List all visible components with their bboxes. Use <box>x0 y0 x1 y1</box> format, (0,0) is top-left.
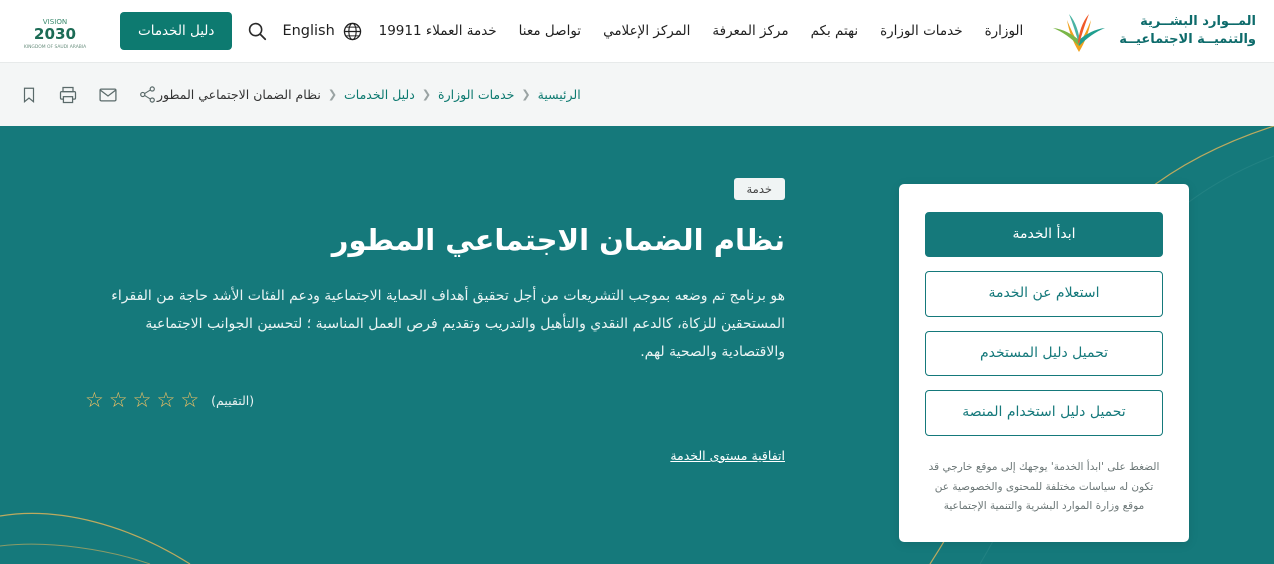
star-icon-1[interactable]: ☆ <box>180 387 200 412</box>
breadcrumb-item-current: نظام الضمان الاجتماعي المطور <box>157 87 321 102</box>
main-nav <box>379 23 1024 39</box>
breadcrumb-separator-icon: ❮ <box>521 88 531 101</box>
ministry-logo-text <box>1119 13 1256 48</box>
header-utilities <box>14 11 363 51</box>
nav-contact-us[interactable]: تواصل معنا <box>518 23 582 39</box>
external-link-notice: الضغط على 'ابدأ الخدمة' يوجهك إلى موقع خارجي قد تكون له سياسات مختلفة للمحتوى والخصوصية عن موقع وزارة الموارد البشرية والتنمية الإجتماعية <box>928 460 1160 513</box>
service-level-agreement-link[interactable]: اتفاقية مستوى الخدمة <box>670 447 785 463</box>
vision-2030-logo <box>14 11 96 51</box>
service-rating <box>85 387 785 412</box>
ministry-logo-line2: والتنميــة الاجتماعيــة <box>1119 32 1256 47</box>
site-header <box>0 0 1274 62</box>
download-platform-guide-button[interactable]: تحميل دليل استخدام المنصة <box>925 390 1163 435</box>
ministry-logo[interactable] <box>1049 0 1256 62</box>
service-hero <box>0 126 1274 564</box>
vision-2030-icon <box>14 11 96 51</box>
services-guide-button[interactable]: دليل الخدمات <box>120 12 232 50</box>
language-switch-label: English <box>282 23 335 39</box>
customer-service-link[interactable]: خدمة العملاء 19911 <box>378 23 497 39</box>
ministry-logo-line1: المــوارد البشــرية <box>1140 14 1256 30</box>
download-user-guide-button[interactable]: تحميل دليل المستخدم <box>925 331 1163 376</box>
nav-knowledge-center[interactable]: مركز المعرفة <box>712 23 789 39</box>
print-icon[interactable] <box>58 85 78 105</box>
breadcrumb-item-home[interactable]: الرئيسية <box>537 87 581 102</box>
breadcrumb <box>157 87 581 102</box>
service-info <box>85 126 785 564</box>
rating-label: (التقييم) <box>211 392 255 408</box>
email-icon[interactable] <box>98 85 118 105</box>
svg-text:2030: 2030 <box>33 25 77 44</box>
rating-stars[interactable] <box>85 387 200 412</box>
nav-we-care[interactable]: نهتم بكم <box>810 23 859 39</box>
service-inquiry-button[interactable]: استعلام عن الخدمة <box>925 271 1163 316</box>
breadcrumb-item-ministry-services[interactable]: خدمات الوزارة <box>438 87 515 102</box>
breadcrumb-item-services-guide[interactable]: دليل الخدمات <box>344 87 415 102</box>
star-icon-4[interactable]: ☆ <box>108 387 128 412</box>
star-icon-3[interactable]: ☆ <box>132 387 152 412</box>
breadcrumb-separator-icon: ❮ <box>421 88 432 101</box>
start-service-button[interactable]: ابدأ الخدمة <box>925 212 1163 257</box>
nav-ministry[interactable]: الوزارة <box>984 23 1024 39</box>
breadcrumb-bar <box>0 62 1274 126</box>
nav-media-center[interactable]: المركز الإعلامي <box>603 23 691 39</box>
service-description: هو برنامج تم وضعه بموجب التشريعات من أجل تحقيق أهداف الحماية الاجتماعية ودعم الفئات الأشد حاجة من الفقراء المستحقين للزكاة، كالدعم النقدي والتأهيل والتدريب وتقديم فرص العمل المناسبة ؛ لتحسين الجوانب الاجتماعية والاقتصادية والصحية لهم. <box>111 287 785 360</box>
service-action-card <box>899 184 1189 542</box>
service-type-badge: خدمة <box>734 178 785 200</box>
search-icon[interactable] <box>246 20 268 42</box>
breadcrumb-separator-icon: ❮ <box>327 88 338 101</box>
share-icon[interactable] <box>138 85 157 104</box>
nav-ministry-services[interactable]: خدمات الوزارة <box>880 23 963 39</box>
bookmark-icon[interactable] <box>20 86 38 104</box>
ministry-emblem-icon <box>1049 8 1109 54</box>
svg-text:KINGDOM OF SAUDI ARABIA: KINGDOM OF SAUDI ARABIA <box>23 44 87 50</box>
svg-text:VISION: VISION <box>42 16 68 26</box>
globe-icon <box>342 21 363 42</box>
language-switcher[interactable] <box>282 21 362 42</box>
star-icon-5[interactable]: ☆ <box>85 387 104 412</box>
star-icon-2[interactable]: ☆ <box>156 387 176 412</box>
page-title: نظام الضمان الاجتماعي المطور <box>331 223 785 257</box>
page-action-icons <box>20 85 157 105</box>
